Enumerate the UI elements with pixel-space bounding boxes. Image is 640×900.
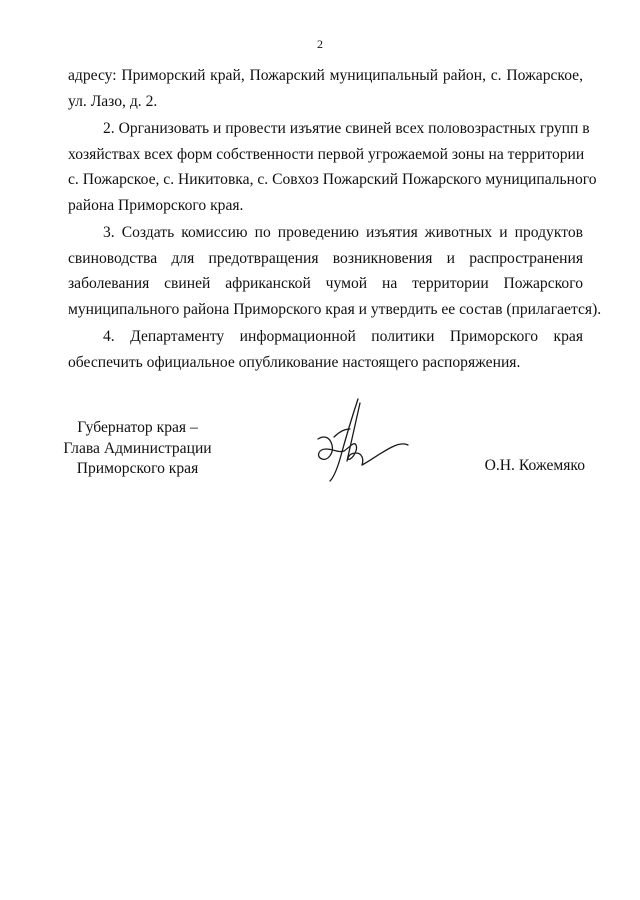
- text-line: с. Пожарское, с. Никитовка, с. Совхоз Пожарский Пожарского муниципального: [68, 171, 597, 188]
- text-line: заболевания свиней африканской чумой на территории Пожарского: [68, 275, 583, 292]
- paragraph-item-3: [68, 220, 602, 322]
- signatory-name: О.Н. Кожемяко: [484, 457, 585, 474]
- paragraph-address-continuation: [68, 63, 583, 114]
- paragraph-item-4: [68, 324, 583, 375]
- paragraph-item-2: [68, 116, 597, 218]
- text-line: 3. Создать комиссию по проведению изъятия животных и продуктов: [103, 224, 583, 241]
- text-line: хозяйствах всех форм собственности первой угрожаемой зоны на территории: [68, 145, 585, 163]
- text-line: обеспечить официальное опубликование настоящего распоряжения.: [68, 353, 521, 371]
- handwritten-signature-image: [300, 395, 410, 490]
- signatory-position-line: Глава Администрации: [63, 439, 212, 457]
- text-line: 4. Департаменту информационной политики Приморского края: [103, 328, 583, 345]
- signatory-position-line: Губернатор края –: [77, 419, 198, 436]
- text-line: адресу: Приморский край, Пожарский муниципальный район, с. Пожарское,: [68, 67, 583, 84]
- signatory-position-line: Приморского края: [76, 460, 199, 477]
- text-line: ул. Лазо, д. 2.: [68, 92, 158, 110]
- text-line: муниципального района Приморского края и утвердить ее состав (прилагается).: [68, 300, 602, 318]
- page-number: 2: [317, 37, 323, 51]
- text-line: свиноводства для предотвращения возникновения и распространения: [68, 249, 583, 267]
- document-body: [68, 63, 602, 377]
- text-line: 2. Организовать и провести изъятие свиней всех половозрастных групп в: [103, 120, 590, 137]
- text-line: района Приморского края.: [68, 196, 244, 214]
- signatory-position: [50, 418, 225, 480]
